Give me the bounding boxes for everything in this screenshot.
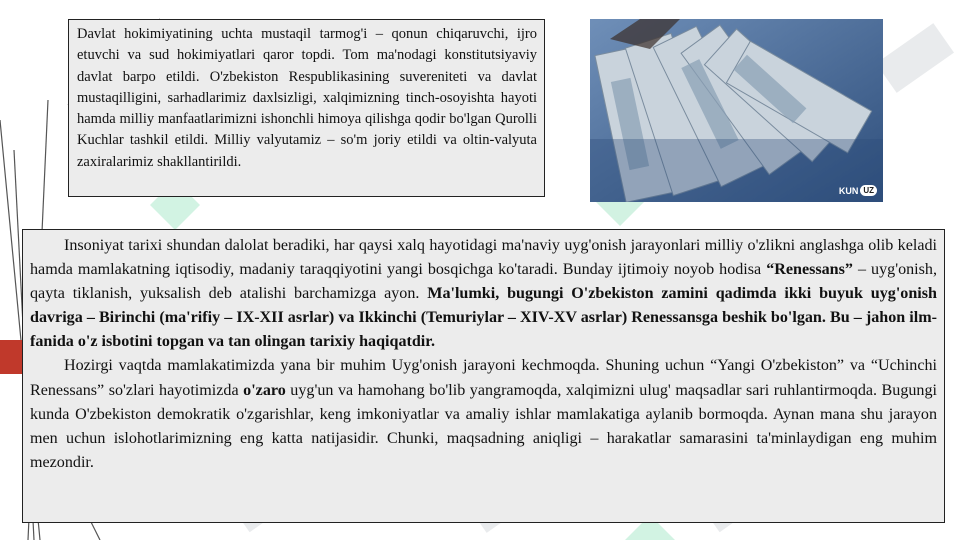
paragraph-1-bold-statement: Ma'lumki, bugungi O'zbekiston zamini qadimda ikki buyuk uyg'onish davriga – Birinchi (ma'rifiy – IX-XII asrlar) va Ikkinchi (Temuriylar – XIV-XV asrlar) Renessansga beshik bo'lgan. Bu – jahon ilm-fanida o'z isbotini topgan va tan olingan tarixiy haqiqatdir. — [30, 285, 937, 351]
main-paragraph-1 — [30, 234, 937, 354]
kun-uz-logo — [839, 185, 877, 196]
ozaro-term: o'zaro — [243, 381, 286, 399]
paragraph-2-part-a: Hozirgi vaqtda mamlakatimizda yana bir muhim Uyg'onish jarayoni kechmoqda. Shuning uchun “Yangi O'zbekiston” va “Uchinchi Renessans” so'zlari hayotimizda — [30, 357, 937, 399]
top-text-paragraph: Davlat hokimiyatining uchta mustaqil tarmog'i – qonun chiqaruvchi, ijro etuvchi va sud hokimiyatlari qaror topdi. Tom ma'nodagi konstitutsiyaviy davlat barpo etildi. O'zbekiston Respublikasining suvereniteti va davlat mustaqilligini, sarhadlarimiz daxlsizligi, xalqimizning tinch-osoyishta hayoti hamda milliy manfaatlarimizni ishonchli himoya qilishga qodir bo'lgan Qurolli Kuchlar tashkil etildi. Milliy valyutamiz – so'm joriy etildi va oltin-valyuta zaxiralarimiz shakllantirildi. — [77, 26, 537, 170]
main-paragraph-2 — [30, 354, 937, 474]
banknotes-photo — [590, 19, 883, 202]
top-text-box — [68, 19, 545, 197]
banknotes-illustration — [590, 19, 883, 202]
paragraph-1-part-c: – uyg'onish, qayta tiklanish, yuksalish deb atalishi barchamizga ayon. — [30, 261, 937, 303]
paragraph-1-part-a: Insoniyat tarixi shundan dalolat beradiki, har qaysi xalq hayotidagi ma'naviy uyg'onish jarayonlari milliy o'zlikni anglashga olib keladi hamda mamlakatning iqtisodiy, madaniy taraqqiyotini yangi bosqichga ko'taradi. Bunday ijtimoiy noyob hodisa — [30, 237, 937, 279]
paragraph-2-part-c: uyg'un va hamohang bo'lib yangramoqda, xalqimizni ulug' maqsadlar sari ruhlantirmoqda. Bugungi kunda O'zbekiston demokratik o'zgarishlar, keng imkoniyatlar va amaliy ishlar mamlakatiga aylanib bormoqda. Aynan mana shu jarayon men uchun islohotlarimizning eng katta natijasidir. Chunki, maqsadning aniqligi – harakatlar samarasini ta'minlaydigan eng muhim mezondir. — [30, 381, 938, 471]
logo-badge: UZ — [860, 185, 877, 196]
logo-text: KUN — [838, 185, 859, 196]
renessans-term: “Renessans” — [766, 261, 853, 279]
accent-tab — [0, 340, 22, 374]
main-text-box — [22, 229, 945, 523]
